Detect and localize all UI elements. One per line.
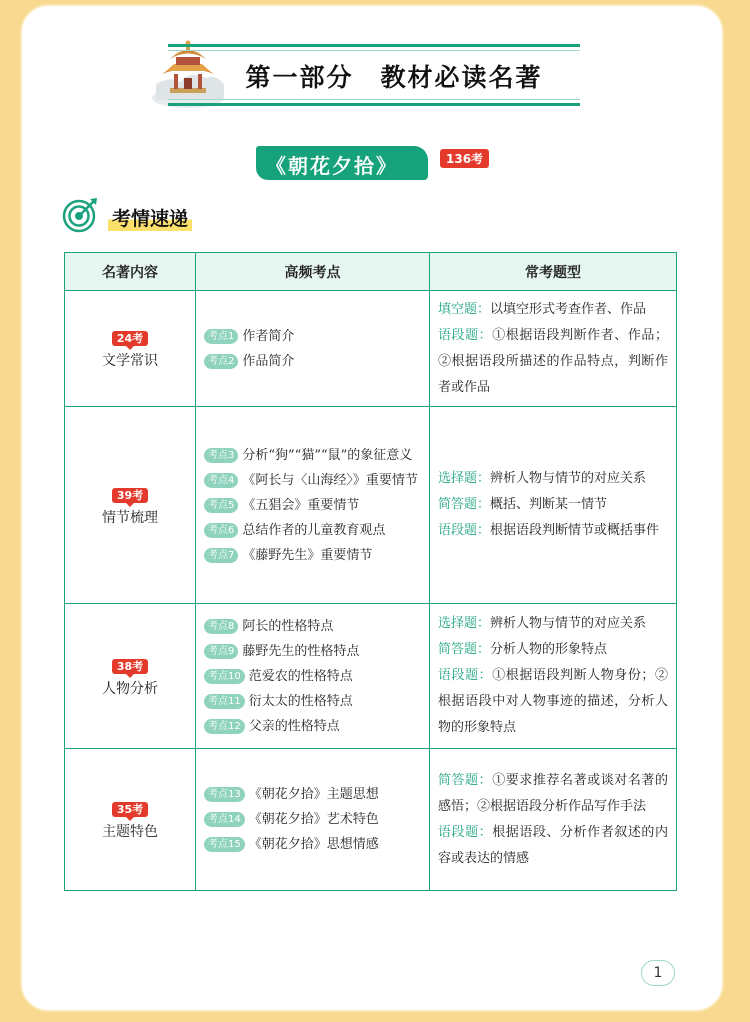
type-text: 以填空形式考查作者、作品 [490,301,647,317]
list-item [204,714,421,739]
column-header-types: 常考题型 [430,253,677,291]
content-cell [65,407,196,604]
type-text: ①根据语段判断人物身份；②根据语段中对人物事迹的描述，分析人物的形象特点 [438,668,668,735]
type-label: 语段题： [438,327,493,343]
type-label: 语段题： [438,824,493,840]
column-header-points: 高频考点 [196,253,430,291]
point-text: 《朝花夕拾》思想情感 [248,837,379,852]
list-item [204,443,421,468]
point-text: 《朝花夕拾》艺术特色 [248,812,379,827]
point-tag: 考点15 [204,837,245,852]
types-cell [430,291,677,407]
list-item [204,468,421,493]
type-label: 语段题： [438,523,491,538]
type-text: ①要求推荐名著或谈对名著的感悟；②根据语段分析作品写作手法 [438,772,668,814]
type-text: 辨析人物与情节的对应关系 [490,471,647,486]
type-text: ①根据语段判断作者、作品；②根据语段所描述的作品特点，判断作者或作品 [438,327,668,395]
point-tag: 考点4 [204,473,238,488]
types-cell [430,604,677,749]
list-item [204,639,421,664]
list-item [204,782,421,807]
type-text: 根据语段、分析作者叙述的内容或表达的情感 [438,824,668,866]
point-tag: 考点12 [204,719,245,734]
section-title: 考情速递 [108,204,192,231]
type-text: 分析人物的形象特点 [490,642,608,657]
point-tag: 考点1 [204,329,238,344]
content-cell [65,604,196,749]
point-text: 父亲的性格特点 [248,718,340,734]
point-tag: 考点8 [204,619,238,634]
type-label: 选择题： [438,471,491,486]
table-row [65,749,677,891]
list-item [438,820,668,872]
points-cell [196,604,430,749]
point-tag: 考点5 [204,498,238,513]
table-row [65,291,677,407]
book-exam-count-badge: 136考 [440,149,489,168]
list-item [438,466,668,492]
list-item [204,518,421,543]
exam-count-badge: 39考 [112,488,148,503]
point-text: 藤野先生的性格特点 [242,643,360,659]
point-tag: 考点9 [204,644,238,659]
list-item [204,543,421,568]
content-name: 情节梳理 [102,509,158,526]
points-cell [196,749,430,891]
page-number: 1 [641,960,675,986]
list-item [204,832,421,857]
list-item [204,614,421,639]
part-title-banner [168,44,580,106]
content-cell [65,749,196,891]
point-text: 阿长的性格特点 [242,618,334,634]
type-label: 简答题： [438,497,491,512]
type-label: 简答题： [438,642,491,657]
exam-info-table [64,252,677,891]
point-text: 作者简介 [242,328,295,344]
list-item [438,323,668,401]
point-text: 分析“狗”“猫”“鼠”的象征意义 [242,447,413,463]
exam-count-badge: 24考 [112,331,148,346]
list-item [438,297,668,323]
type-text: 概括、判断某一情节 [490,497,608,512]
points-cell [196,291,430,407]
type-label: 选择题： [438,616,491,631]
list-item [438,768,668,820]
types-cell [430,407,677,604]
point-text: 《五猖会》重要情节 [242,497,360,513]
point-tag: 考点6 [204,523,238,538]
point-tag: 考点11 [204,694,245,709]
point-tag: 考点13 [204,787,245,802]
content-cell [65,291,196,407]
content-name: 主题特色 [102,824,158,840]
list-item [438,492,668,518]
list-item [204,807,421,832]
point-text: 《朝花夕拾》主题思想 [248,787,379,802]
point-text: 范爱农的性格特点 [248,668,353,684]
exam-count-badge: 38考 [112,659,148,674]
table-row [65,407,677,604]
table-row [65,604,677,749]
type-label: 语段题： [438,668,493,683]
list-item [204,664,421,689]
content-name: 人物分析 [102,680,158,697]
list-item [204,689,421,714]
list-item [438,611,668,637]
table-header-row [65,253,677,291]
type-label: 简答题： [438,772,493,788]
exam-count-badge: 35考 [112,802,148,817]
list-item [438,637,668,663]
point-tag: 考点7 [204,548,238,563]
part-title: 第一部分 教材必读名著 [245,63,543,92]
point-text: 衍太太的性格特点 [248,693,353,709]
content-name: 文学常识 [102,353,158,369]
list-item [204,493,421,518]
column-header-content: 名著内容 [65,253,196,291]
point-text: 《藤野先生》重要情节 [242,547,373,563]
type-text: 辨析人物与情节的对应关系 [490,616,647,631]
types-cell [430,749,677,891]
target-icon [62,196,100,234]
type-label: 填空题： [438,301,491,317]
points-cell [196,407,430,604]
list-item [204,349,421,374]
point-tag: 考点2 [204,354,238,369]
point-text: 作品简介 [242,353,295,369]
type-text: 根据语段判断情节或概括事件 [490,523,660,538]
point-tag: 考点14 [204,812,245,827]
point-text: 总结作者的儿童教育观点 [242,522,386,538]
point-tag: 考点10 [204,669,245,684]
list-item [204,324,421,349]
point-text: 《阿长与〈山海经〉》重要情节 [242,472,418,488]
list-item [438,663,668,741]
book-title: 《朝花夕拾》 [266,154,398,178]
point-tag: 考点3 [204,448,238,463]
list-item [438,518,668,544]
